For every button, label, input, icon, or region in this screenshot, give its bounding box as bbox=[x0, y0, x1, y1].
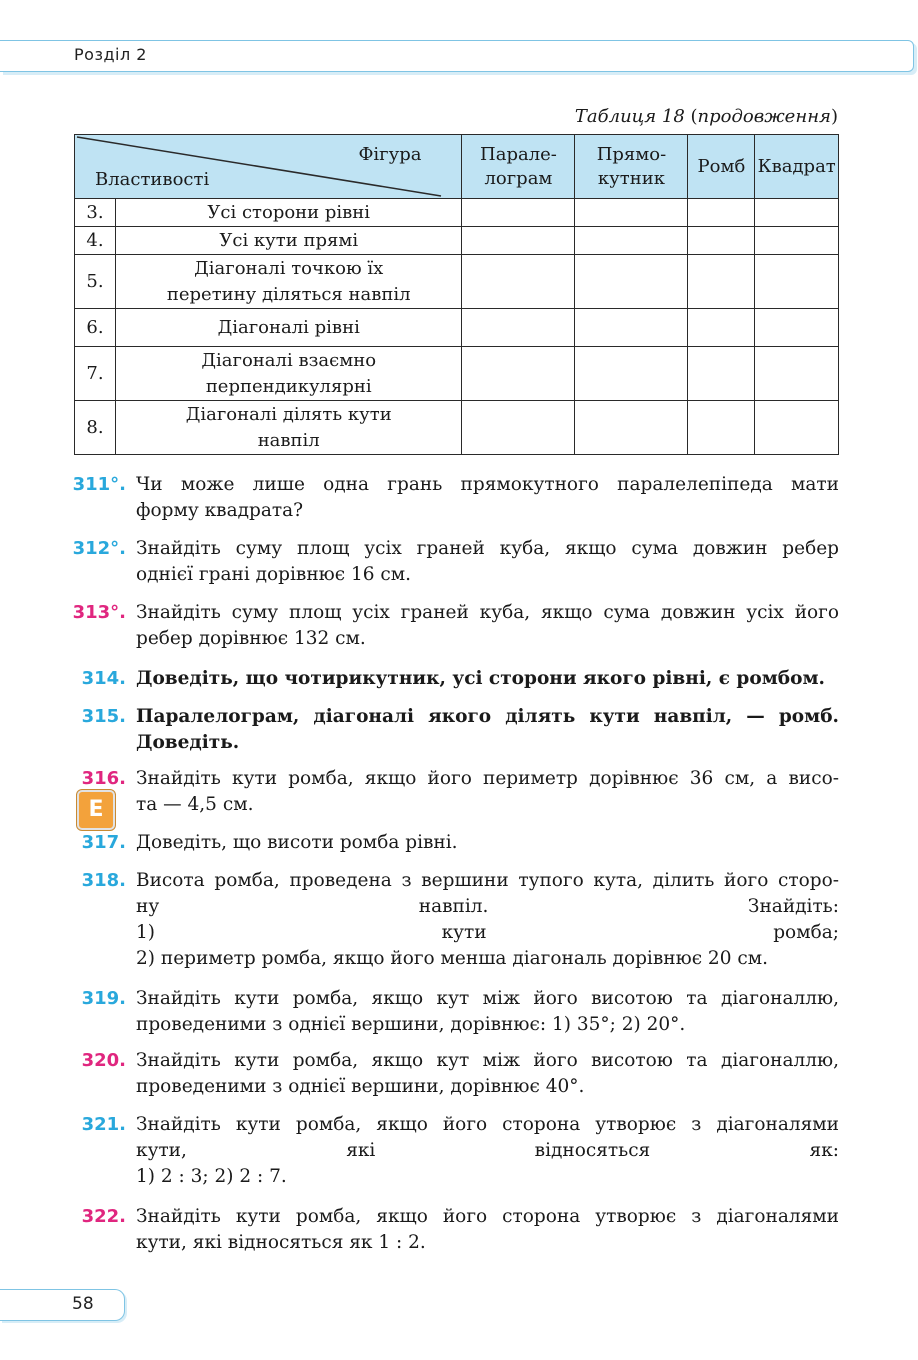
row-property-line: перпендикулярні bbox=[205, 375, 372, 397]
empty-answer-cell bbox=[755, 199, 839, 227]
row-property bbox=[116, 255, 462, 309]
row-property-line: Діагоналі точкою їх bbox=[194, 257, 384, 279]
empty-answer-cell bbox=[755, 347, 839, 401]
e-badge-icon: E bbox=[77, 790, 115, 830]
table-caption-note: продовження bbox=[697, 106, 831, 127]
exercise-number: 315. bbox=[81, 706, 126, 727]
corner-header-cell bbox=[75, 135, 462, 199]
exercise-text-line: Знайдіть кути ромба, якщо кут між його висотою та діагоналлю, bbox=[136, 988, 839, 1009]
row-property-line: Усі сторони рівні bbox=[207, 201, 371, 223]
empty-answer-cell bbox=[462, 227, 575, 255]
exercise-text-line: проведеними з однієї вершини, дорівнює: 1) 35°; 2) 20°. bbox=[136, 1014, 686, 1035]
exercise-number: 311°. bbox=[72, 474, 126, 495]
exercise-text bbox=[136, 666, 839, 692]
empty-answer-cell bbox=[575, 309, 688, 347]
exercise-text bbox=[136, 986, 839, 1038]
row-property-line: Діагоналі взаємно bbox=[201, 349, 377, 371]
exercise-text-line: ну навпіл. Знайдіть: bbox=[136, 896, 839, 917]
exercise-text bbox=[136, 766, 839, 818]
empty-answer-cell bbox=[462, 255, 575, 309]
table-row bbox=[75, 401, 839, 455]
corner-label-figure: Фігура bbox=[358, 144, 422, 165]
exercise-text-line: 1) кути ромба; bbox=[136, 922, 839, 943]
exercise-text bbox=[136, 1048, 839, 1100]
column-header-line: Парале- bbox=[480, 143, 557, 165]
exercise-text-line: Доведіть. bbox=[136, 732, 240, 753]
exercise-text-line: Паралелограм, діагоналі якого ділять кути навпіл, — ромб. bbox=[136, 706, 839, 727]
row-property bbox=[116, 309, 462, 347]
column-header-square: Квадрат bbox=[755, 135, 839, 199]
exercise-text bbox=[136, 1204, 839, 1256]
row-property bbox=[116, 347, 462, 401]
exercise-text-line: Знайдіть кути ромба, якщо його периметр дорівнює 36 см, а висо- bbox=[136, 768, 839, 789]
empty-answer-cell bbox=[755, 255, 839, 309]
empty-answer-cell bbox=[755, 309, 839, 347]
column-header-parallelogram bbox=[462, 135, 575, 199]
empty-answer-cell bbox=[755, 401, 839, 455]
exercise-text bbox=[136, 1112, 839, 1190]
empty-answer-cell bbox=[575, 347, 688, 401]
properties-table bbox=[74, 134, 839, 455]
exercise-text-line: проведеними з однієї вершини, дорівнює 40°. bbox=[136, 1076, 585, 1097]
exercise-text bbox=[136, 868, 839, 972]
table-caption: Таблиця 18 (продовження) bbox=[574, 106, 838, 127]
exercise-text-line: кути, які відносяться як 1 : 2. bbox=[136, 1232, 426, 1253]
row-number: 5. bbox=[75, 255, 116, 309]
exercise-text-line: Знайдіть суму площ усіх граней куба, якщо сума довжин ребер bbox=[136, 538, 839, 559]
exercise-text-line: Знайдіть суму площ усіх граней куба, якщо сума довжин усіх його bbox=[136, 602, 839, 623]
table-caption-main: Таблиця 18 bbox=[574, 106, 685, 127]
empty-answer-cell bbox=[462, 347, 575, 401]
exercise-text-line: Знайдіть кути ромба, якщо його сторона утворює з діагоналями bbox=[136, 1114, 839, 1135]
exercise-number: 312°. bbox=[72, 538, 126, 559]
empty-answer-cell bbox=[755, 227, 839, 255]
table-row bbox=[75, 347, 839, 401]
row-number: 8. bbox=[75, 401, 116, 455]
table-header-row bbox=[75, 135, 839, 199]
exercise-number: 316. bbox=[81, 768, 126, 789]
exercise-number: 313°. bbox=[72, 602, 126, 623]
empty-answer-cell bbox=[688, 401, 755, 455]
exercise-text bbox=[136, 704, 839, 756]
exercise-text-line: однієї грані дорівнює 16 см. bbox=[136, 564, 412, 585]
exercise-text-line: ребер дорівнює 132 см. bbox=[136, 628, 366, 649]
exercise-number: 314. bbox=[81, 668, 126, 689]
row-property bbox=[116, 401, 462, 455]
exercise-number: 318. bbox=[81, 870, 126, 891]
exercise-text-line: 2) периметр ромба, якщо його менша діагональ дорівнює 20 см. bbox=[136, 948, 768, 969]
exercise-text-line: та — 4,5 см. bbox=[136, 794, 254, 815]
exercise-text bbox=[136, 830, 839, 856]
row-property-line: Усі кути прямі bbox=[219, 229, 359, 251]
exercise-number: 319. bbox=[81, 988, 126, 1009]
exercise-text-line: форму квадрата? bbox=[136, 500, 304, 521]
row-number: 7. bbox=[75, 347, 116, 401]
row-property-line: Діагоналі рівні bbox=[217, 316, 360, 338]
exercise-number: 317. bbox=[81, 832, 126, 853]
footer-bar bbox=[0, 1289, 125, 1321]
exercise-text bbox=[136, 536, 839, 588]
page-number: 58 bbox=[72, 1294, 94, 1314]
empty-answer-cell bbox=[688, 199, 755, 227]
exercise-text-line: Чи може лише одна грань прямокутного паралелепіпеда мати bbox=[136, 474, 839, 495]
column-header-line: Прямо- bbox=[596, 143, 667, 165]
corner-label-properties: Властивості bbox=[95, 169, 210, 190]
empty-answer-cell bbox=[575, 199, 688, 227]
exercise-text-line: 1) 2 : 3; 2) 2 : 7. bbox=[136, 1166, 287, 1187]
row-number: 4. bbox=[75, 227, 116, 255]
row-property bbox=[116, 227, 462, 255]
empty-answer-cell bbox=[688, 347, 755, 401]
empty-answer-cell bbox=[462, 401, 575, 455]
exercise-text-line: Висота ромба, проведена з вершини тупого кута, ділить його сторо- bbox=[136, 870, 839, 891]
table-body bbox=[75, 199, 839, 455]
empty-answer-cell bbox=[688, 227, 755, 255]
table-row bbox=[75, 255, 839, 309]
exercise-text bbox=[136, 472, 839, 524]
empty-answer-cell bbox=[462, 199, 575, 227]
table-row bbox=[75, 199, 839, 227]
exercise-number: 320. bbox=[81, 1050, 126, 1071]
empty-answer-cell bbox=[575, 227, 688, 255]
row-property bbox=[116, 199, 462, 227]
exercise-text-line: Знайдіть кути ромба, якщо кут між його висотою та діагоналлю, bbox=[136, 1050, 839, 1071]
table-row bbox=[75, 227, 839, 255]
exercise-text-line: кути, які відносяться як: bbox=[136, 1140, 839, 1161]
exercise-number: 321. bbox=[81, 1114, 126, 1135]
row-property-line: Діагоналі ділять кути bbox=[185, 403, 392, 425]
empty-answer-cell bbox=[462, 309, 575, 347]
row-property-line: перетину діляться навпіл bbox=[166, 283, 411, 305]
exercise-text-line: Доведіть, що висоти ромба рівні. bbox=[136, 832, 458, 853]
empty-answer-cell bbox=[575, 255, 688, 309]
column-header-line: лограм bbox=[484, 167, 553, 189]
empty-answer-cell bbox=[575, 401, 688, 455]
row-number: 3. bbox=[75, 199, 116, 227]
section-title: Розділ 2 bbox=[74, 45, 147, 64]
empty-answer-cell bbox=[688, 255, 755, 309]
row-property-line: навпіл bbox=[257, 429, 320, 451]
row-number: 6. bbox=[75, 309, 116, 347]
column-header-rhombus: Ромб bbox=[688, 135, 755, 199]
exercise-text bbox=[136, 600, 839, 652]
exercise-number: 322. bbox=[81, 1206, 126, 1227]
table-row bbox=[75, 309, 839, 347]
exercise-text-line: Знайдіть кути ромба, якщо його сторона утворює з діагоналями bbox=[136, 1206, 839, 1227]
exercise-text-line: Доведіть, що чотирикутник, усі сторони якого рівні, є ромбом. bbox=[136, 668, 825, 689]
empty-answer-cell bbox=[688, 309, 755, 347]
column-header-rectangle bbox=[575, 135, 688, 199]
column-header-line: кутник bbox=[597, 167, 665, 189]
